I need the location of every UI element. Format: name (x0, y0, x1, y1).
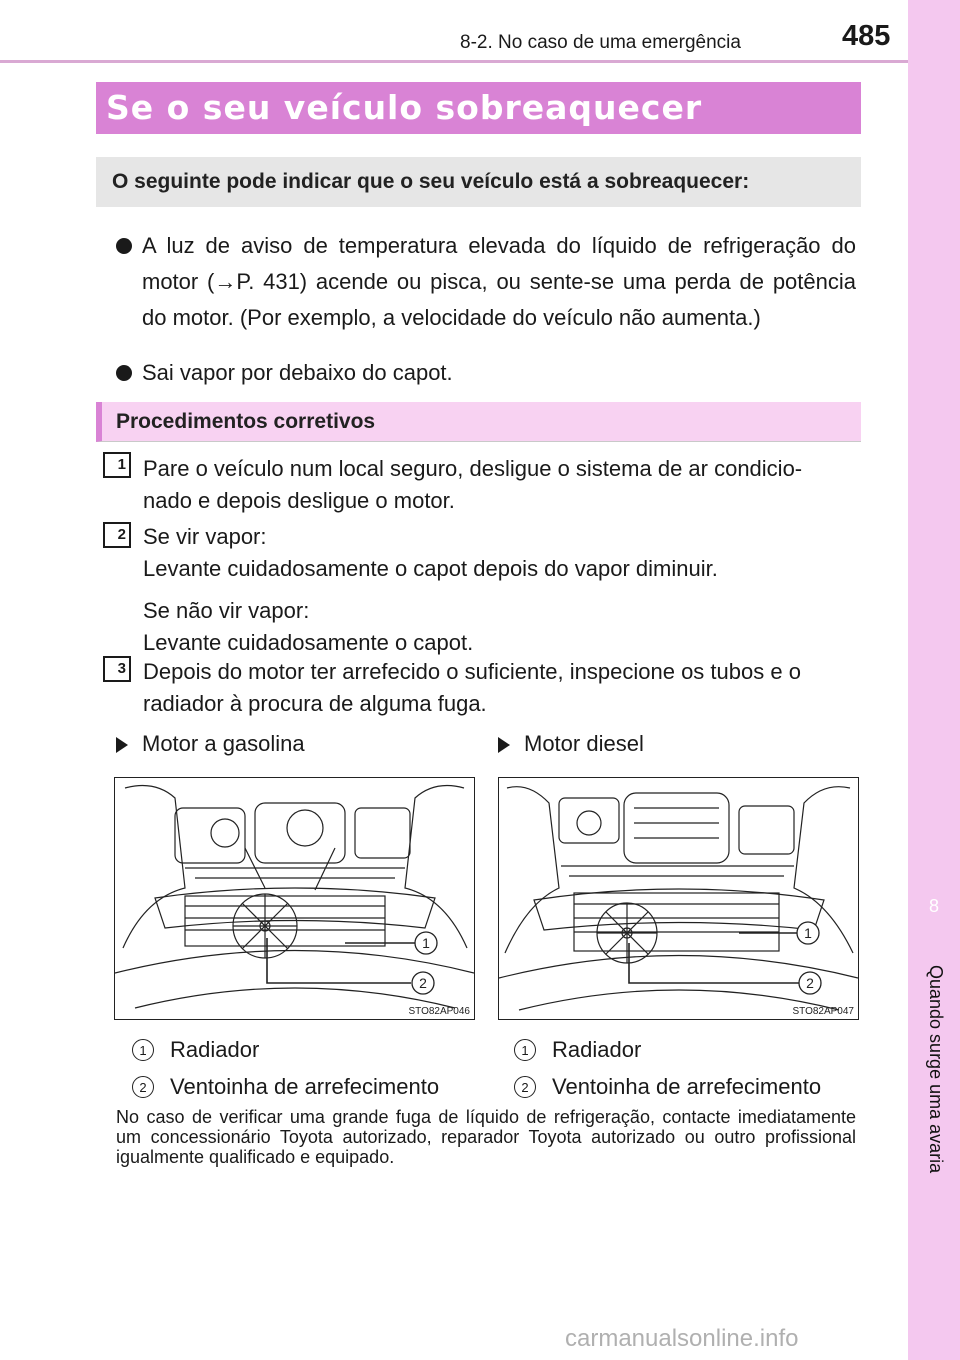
step-text (143, 453, 859, 517)
engine-illustration-diesel (498, 777, 859, 1020)
engine-illustration-gasoline (114, 777, 475, 1020)
procedures-heading-bar (96, 402, 861, 442)
callout-1 (797, 922, 819, 944)
callout-number: 1 (804, 925, 812, 941)
chapter-sidebar (908, 0, 960, 1360)
triangle-right-icon (116, 737, 128, 753)
step-number-badge: 2 (103, 522, 131, 548)
engine-drawing (115, 778, 474, 1019)
step-line: nado e depois desligue o motor. (143, 488, 455, 513)
step-text (143, 521, 859, 659)
step-text (143, 656, 859, 720)
legend-number: 2 (514, 1076, 536, 1098)
figure-code: STO82AP047 (792, 1006, 854, 1017)
chapter-number: 8 (928, 896, 939, 916)
header-divider (0, 60, 908, 63)
bullet-dot-icon (116, 238, 132, 254)
bullet-item (116, 228, 856, 336)
legend-number: 1 (132, 1039, 154, 1061)
bullet-text: A luz de aviso de temperatura elevada do líquido de refrigeração do motor (→P. 431) acende ou pisca, ou sente-se uma perda de potência do motor. (Por exemplo, a velocidade do veículo não aumenta.) (142, 233, 856, 330)
step-line: Se não vir vapor: (143, 598, 310, 623)
step-line: Levante cuidadosamente o capot depois do vapor diminuir. (143, 556, 718, 581)
indicator-heading: O seguinte pode indicar que o seu veículo está a sobreaquecer: (112, 170, 750, 193)
legend-number: 2 (132, 1076, 154, 1098)
engine-drawing (499, 778, 858, 1019)
triangle-right-icon (498, 737, 510, 753)
watermark: carmanualsonline.info (565, 1325, 799, 1352)
header-section-title: 8-2. No caso de uma emergência (460, 32, 741, 53)
figure-subhead-gasoline (116, 731, 305, 757)
figure-subhead-label: Motor diesel (524, 731, 644, 756)
bullet-text: Sai vapor por debaixo do capot. (142, 360, 453, 385)
legend-label: Radiador (170, 1037, 260, 1062)
leak-note: No caso de verificar uma grande fuga de líquido de refrigeração, contacte imediatamente um concessionário Toyota autorizado, reparador Toyota autorizado ou outro profissional igualmente qualificado e equipado. (116, 1107, 856, 1167)
callout-1 (415, 932, 437, 954)
page-number: 485 (842, 20, 891, 52)
main-title-bar (96, 82, 861, 134)
step-line: Se vir vapor: (143, 524, 267, 549)
callout-2 (412, 972, 434, 994)
step-line: radiador à procura de alguma fuga. (143, 691, 487, 716)
legend-label: Ventoinha de arrefecimento (552, 1074, 822, 1099)
bullet-item (116, 355, 856, 391)
callout-2 (799, 972, 821, 994)
step-line: Pare o veículo num local seguro, desligue o sistema de ar condicio- (143, 456, 803, 481)
callout-number: 2 (419, 975, 427, 991)
figure-subhead-label: Motor a gasolina (142, 731, 305, 756)
chapter-title: Quando surge uma avaria (926, 965, 946, 1174)
indicator-heading-box (96, 157, 861, 207)
step-line: Depois do motor ter arrefecido o suficiente, inspecione os tubos e o (143, 659, 801, 684)
figure-code: STO82AP046 (408, 1006, 470, 1017)
page-title: Se o seu veículo sobreaquecer (106, 88, 703, 127)
bullet-dot-icon (116, 365, 132, 381)
legend-number: 1 (514, 1039, 536, 1061)
step-number-badge: 3 (103, 656, 131, 682)
legend-label: Radiador (552, 1037, 642, 1062)
callout-number: 1 (422, 935, 430, 951)
callout-number: 2 (806, 975, 814, 991)
legend-label: Ventoinha de arrefecimento (170, 1074, 440, 1099)
figure-subhead-diesel (498, 731, 644, 757)
step-number-badge: 1 (103, 452, 131, 478)
step-line: Levante cuidadosamente o capot. (143, 630, 474, 655)
procedures-heading: Procedimentos corretivos (116, 410, 376, 433)
